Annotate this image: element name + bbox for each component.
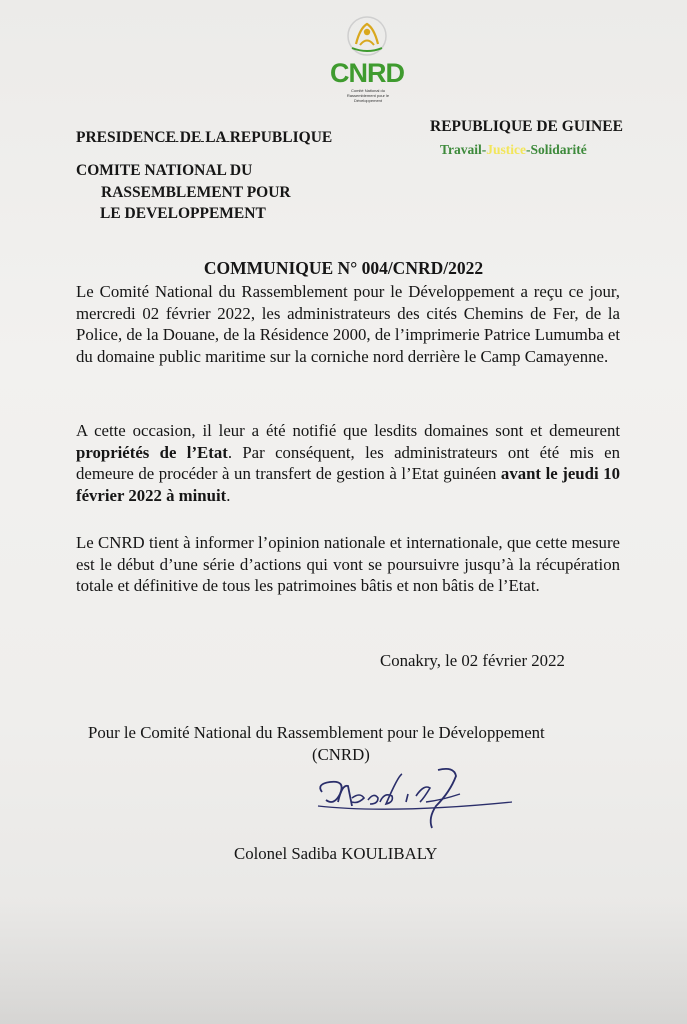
paragraph-2-bold-2: avant le jeudi 10 février 2022 à minuit xyxy=(76,464,620,505)
national-motto xyxy=(440,142,587,158)
logo-subtitle: Comité National du Rassemblement pour le Développement xyxy=(346,88,390,103)
motto-justice: Justice xyxy=(486,142,526,157)
paragraph-2-bold-1: propriétés de l’Etat xyxy=(76,442,228,462)
sign-for-line-1: Pour le Comité National du Rassemblement pour le Développement xyxy=(88,723,545,742)
paragraph-2-text-1: A cette occasion, il leur a été notifié que lesdits domaines sont et demeurent xyxy=(76,421,620,440)
emblem-icon xyxy=(322,14,412,62)
logo-name: CNRD xyxy=(330,58,404,88)
page-shadow xyxy=(0,900,687,1024)
cnrd-logo xyxy=(322,14,412,103)
committee-line-2: RASSEMBLEMENT POUR xyxy=(101,184,291,201)
motto-solidarite: -Solidarité xyxy=(526,142,587,157)
country-name: REPUBLIQUE DE GUINEE xyxy=(430,118,623,135)
communique-title: COMMUNIQUE N° 004/CNRD/2022 xyxy=(203,258,484,278)
paragraph-2-text-3: . xyxy=(226,485,231,505)
header-divider xyxy=(160,141,250,142)
paragraph-1: Le Comité National du Rassemblement pour le Développement a reçu ce jour, mercredi 02 février 2022, les administrateurs des cités Chemins de Fer, de la Police, de la Douane, de la Résidence 2000, de l’imprimerie Patrice Lumumba et du domaine public maritime sur la corniche nord derrière le Camp Camayenne. xyxy=(76,282,620,366)
place-and-date: Conakry, le 02 février 2022 xyxy=(380,651,565,670)
paragraph-2 xyxy=(76,420,620,506)
paragraph-3: Le CNRD tient à informer l’opinion nationale et internationale, que cette mesure est le début d’une série d’actions qui vont se poursuivre jusqu’à la récupération totale et définitive de tous les patrimoines bâtis et non bâtis de l’Etat. xyxy=(76,533,620,595)
presidence-label: PRESIDENCE DE LA REPUBLIQUE xyxy=(76,129,333,146)
signer-name: Colonel Sadiba KOULIBALY xyxy=(234,844,438,863)
motto-travail: Travail- xyxy=(440,142,487,157)
committee-line-3: LE DEVELOPPEMENT xyxy=(100,205,266,222)
committee-line-1: COMITE NATIONAL DU xyxy=(76,162,253,179)
handwritten-signature xyxy=(312,762,522,842)
sign-for-line-2: (CNRD) xyxy=(312,745,370,764)
paragraph-2-text-2: . Par conséquent, les administrateurs ont été mis en demeure de procéder à un transfert de gestion à l’Etat guinéen xyxy=(76,442,620,483)
